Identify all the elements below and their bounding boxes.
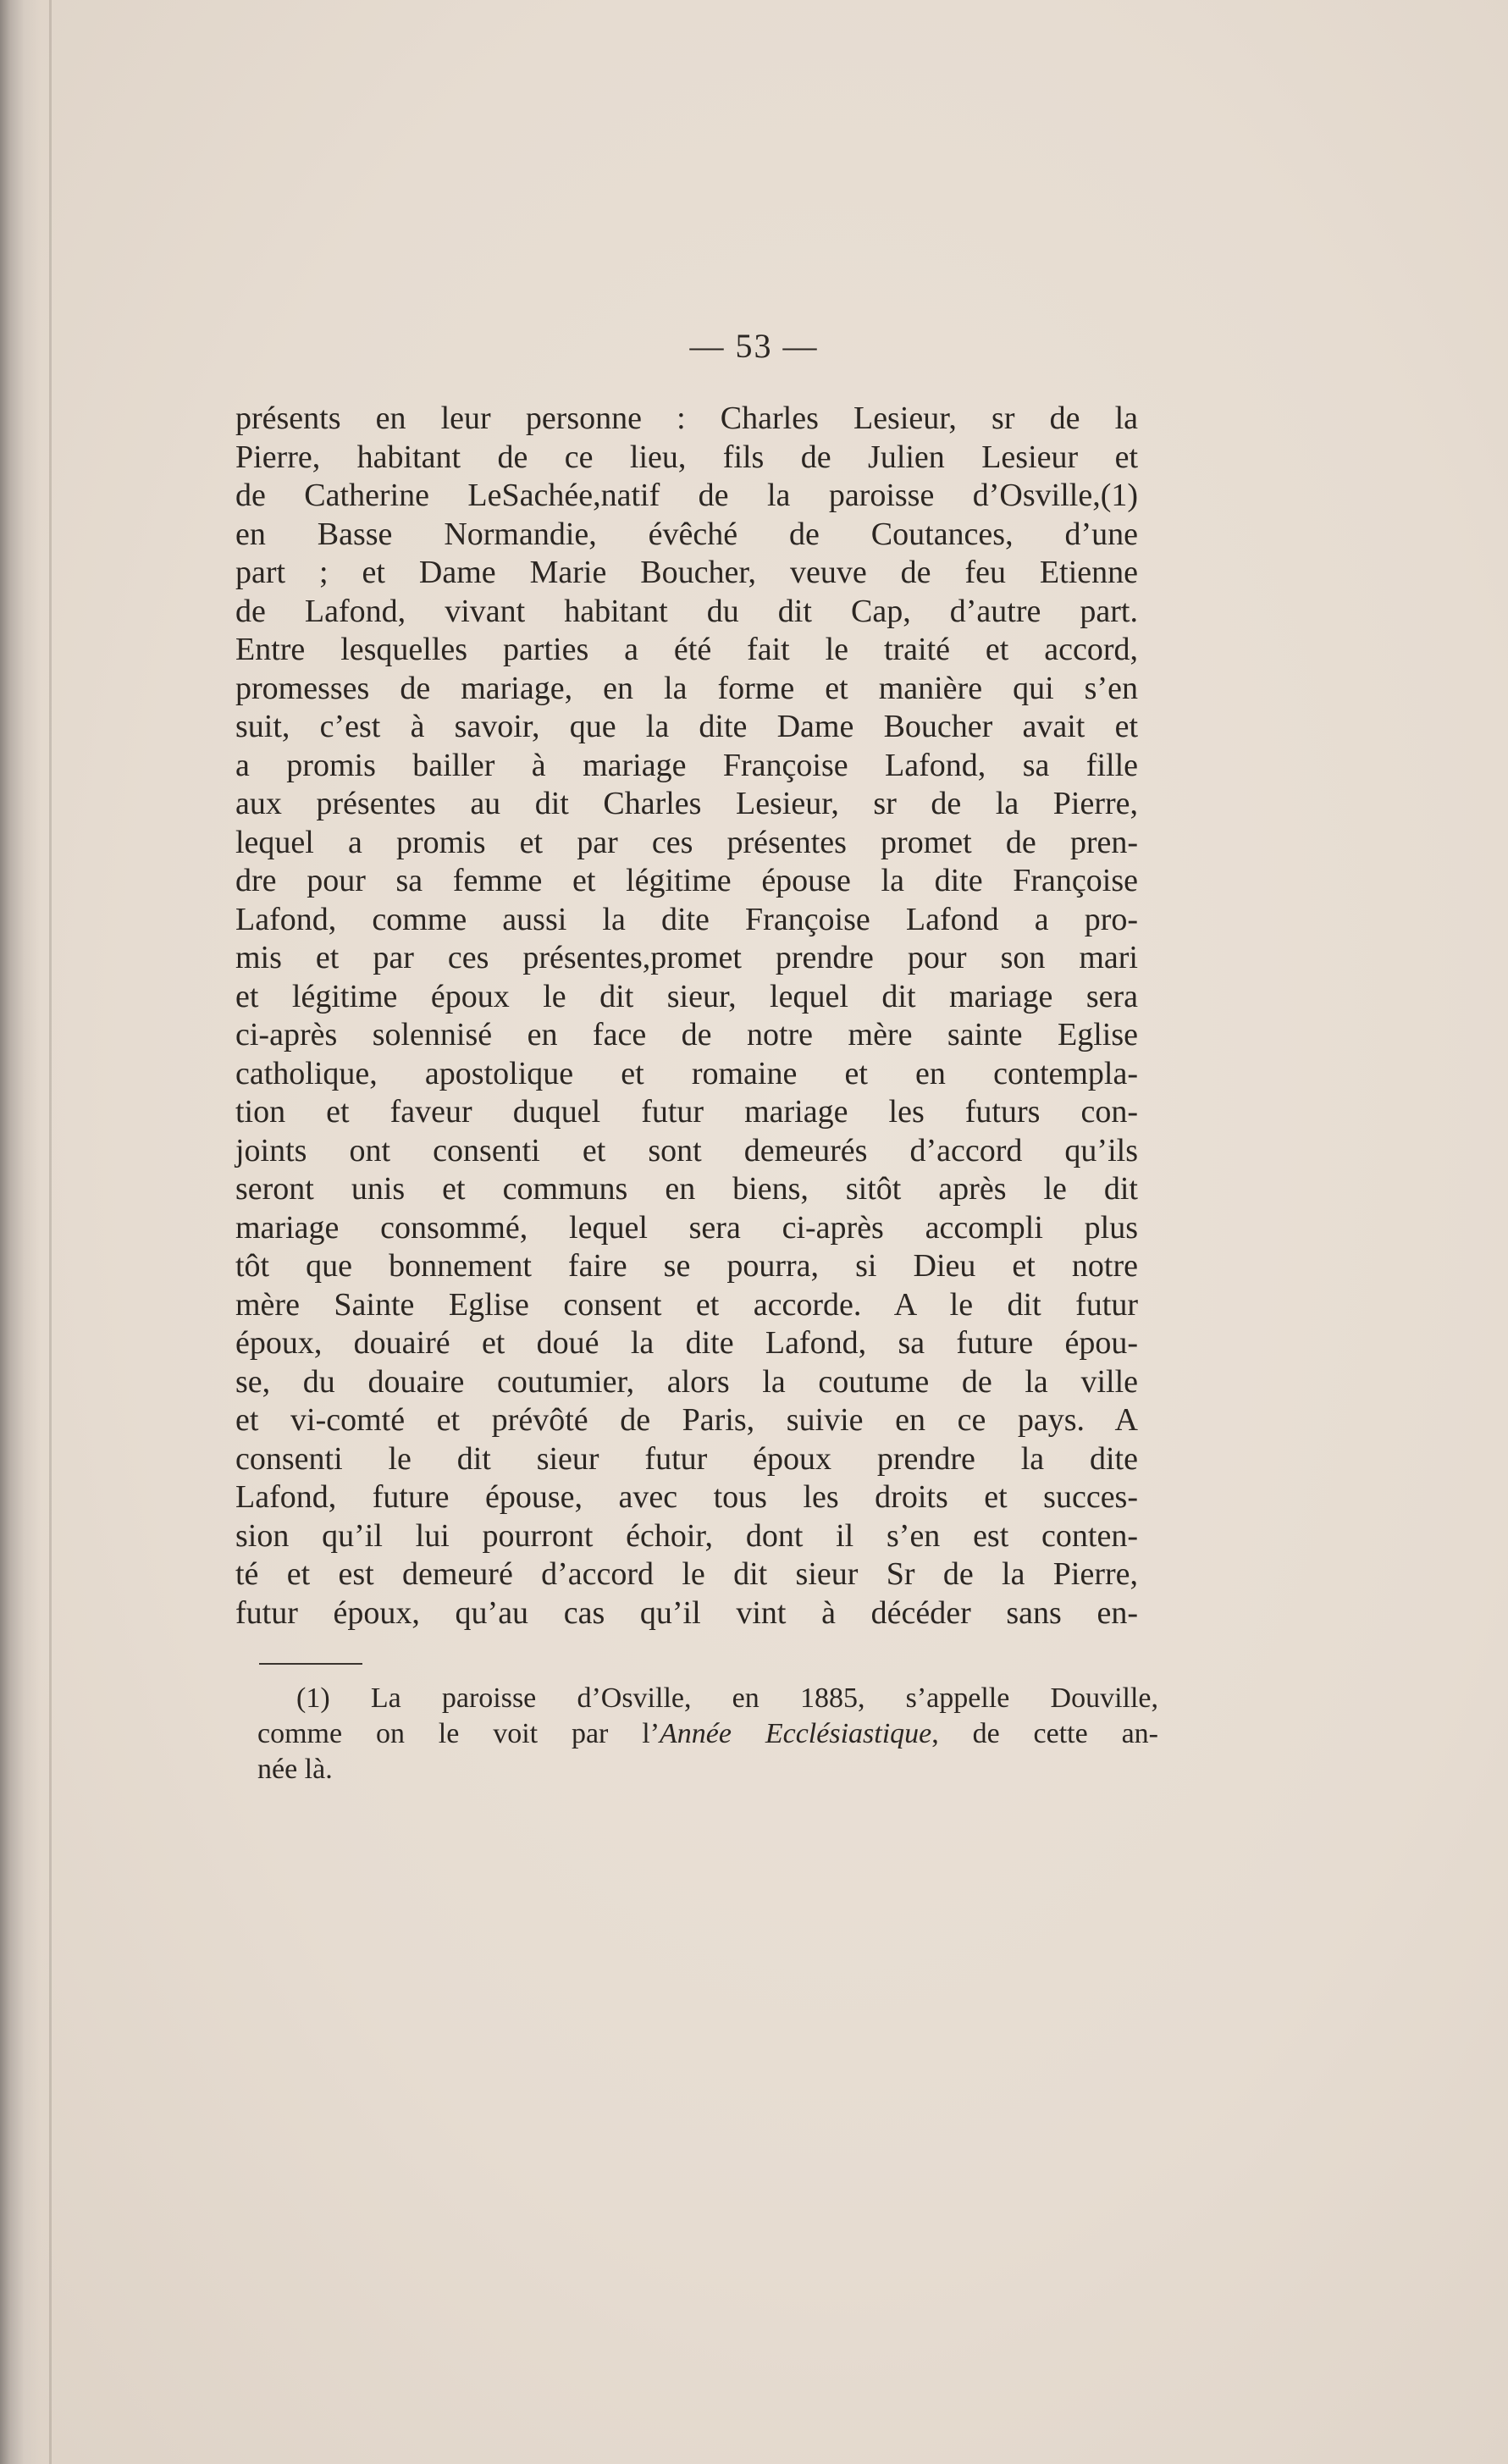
text-line: mère Sainte Eglise consent et accorde. A le dit futur — [235, 1286, 1138, 1323]
footnote-line: (1) La paroisse d’Osville, en 1885, s’appelle Douville, — [296, 1682, 1158, 1714]
text-line: de Catherine LeSachée,natif de la paroisse d’Osville,(1) — [235, 478, 1138, 513]
text-line: tôt que bonnement faire se pourra, si Dieu et notre — [235, 1248, 1138, 1284]
page-binding-edge — [0, 0, 41, 2464]
text-line: té et est demeuré d’accord le dit sieur Sr de la Pierre, — [235, 1556, 1138, 1592]
text-line: tion et faveur duquel futur mariage les futurs con- — [235, 1094, 1138, 1130]
text-line: et vi-comté et prévôté de Paris, suivie en ce pays. A — [235, 1402, 1138, 1438]
footnote-separator — [259, 1663, 362, 1665]
body-text — [235, 400, 1138, 1633]
footnote-text: comme on le voit par l’ — [257, 1718, 660, 1749]
text-line: seront unis et communs en biens, sitôt après le dit — [235, 1171, 1138, 1207]
text-line: Entre lesquelles parties a été fait le traité et accord, — [235, 632, 1138, 667]
text-line: époux, douairé et doué la dite Lafond, sa future épou- — [235, 1325, 1138, 1361]
footnote-line: née là. — [257, 1754, 333, 1785]
text-line: mis et par ces présentes,promet prendre pour son mari — [235, 940, 1138, 975]
text-line: consenti le dit sieur futur époux prendre la dite — [235, 1440, 1138, 1477]
footnote — [257, 1681, 1158, 1787]
text-line: sion qu’il lui pourront échoir, dont il s’en est conten- — [235, 1517, 1138, 1554]
text-line: en Basse Normandie, évêché de Coutances, d’une — [235, 516, 1138, 552]
text-line: aux présentes au dit Charles Lesieur, sr de la Pierre, — [235, 786, 1138, 821]
text-line: mariage consommé, lequel sera ci-après accompli plus — [235, 1209, 1138, 1246]
text-line: présents en leur personne : Charles Lesieur, sr de la — [235, 401, 1138, 436]
text-line: Lafond, comme aussi la dite Françoise Lafond a pro- — [235, 901, 1138, 937]
text-line: promesses de mariage, en la forme et manière qui s’en — [235, 670, 1138, 706]
text-line: catholique, apostolique et romaine et en contempla- — [235, 1055, 1138, 1091]
footnote-line — [257, 1716, 1158, 1752]
page-number: — 53 — — [689, 327, 819, 365]
text-line: de Lafond, vivant habitant du dit Cap, d’autre part. — [235, 593, 1138, 629]
text-line: joints ont consenti et sont demeurés d’accord qu’ils — [235, 1132, 1138, 1168]
footnote-text: , de cette an- — [931, 1718, 1159, 1749]
page-binding-shadow — [49, 0, 52, 2464]
text-line: dre pour sa femme et légitime épouse la dite Françoise — [235, 863, 1138, 898]
text-line: ci-après solennisé en face de notre mère sainte Eglise — [235, 1017, 1138, 1052]
text-line: et légitime époux le dit sieur, lequel dit mariage sera — [235, 978, 1138, 1014]
text-line: lequel a promis et par ces présentes promet de pren- — [235, 824, 1138, 860]
text-line: a promis bailler à mariage Françoise Lafond, sa fille — [235, 747, 1138, 783]
text-line: Lafond, future épouse, avec tous les droits et succes- — [235, 1479, 1138, 1515]
text-line: part ; et Dame Marie Boucher, veuve de feu Etienne — [235, 555, 1138, 590]
text-line: suit, c’est à savoir, que la dite Dame Boucher avait et — [235, 709, 1138, 744]
text-line: futur époux, qu’au cas qu’il vint à décéder sans en- — [235, 1594, 1138, 1631]
text-line: Pierre, habitant de ce lieu, fils de Julien Lesieur et — [235, 439, 1138, 475]
footnote-italic-title: Année Ecclésiastique — [660, 1718, 932, 1749]
text-line: se, du douaire coutumier, alors la coutume de la ville — [235, 1363, 1138, 1400]
